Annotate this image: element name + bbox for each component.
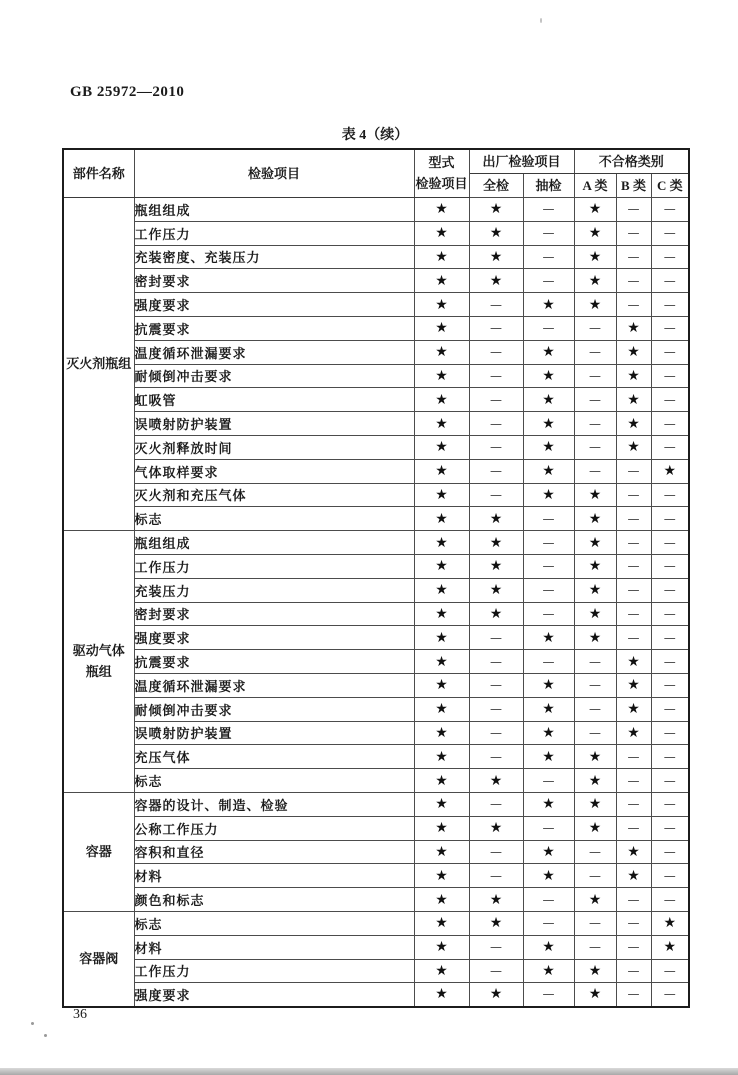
header-factory-inspection: 出厂检验项目 — [469, 149, 574, 174]
table-row — [63, 293, 689, 317]
dash-mark: — — [574, 459, 616, 483]
dash-mark: — — [469, 412, 523, 436]
table-row — [63, 697, 689, 721]
inspection-item-cell: 虹吸管 — [134, 388, 414, 412]
dash-mark: — — [574, 935, 616, 959]
table-row — [63, 840, 689, 864]
table-row — [63, 198, 689, 222]
star-mark: ★ — [469, 507, 523, 531]
dash-mark: — — [616, 507, 651, 531]
table-row — [63, 816, 689, 840]
dash-mark: — — [651, 959, 689, 983]
scan-artifact-dot — [31, 1022, 34, 1025]
star-mark: ★ — [651, 911, 689, 935]
star-mark: ★ — [414, 269, 469, 293]
star-mark: ★ — [616, 721, 651, 745]
dash-mark: — — [523, 507, 574, 531]
inspection-item-cell: 密封要求 — [134, 269, 414, 293]
table-row — [63, 792, 689, 816]
inspection-item-cell: 强度要求 — [134, 626, 414, 650]
dash-mark: — — [469, 650, 523, 674]
star-mark: ★ — [574, 769, 616, 793]
star-mark: ★ — [414, 959, 469, 983]
dash-mark: — — [651, 626, 689, 650]
header-class-a: A 类 — [574, 174, 616, 198]
star-mark: ★ — [616, 864, 651, 888]
star-mark: ★ — [469, 911, 523, 935]
dash-mark: — — [616, 626, 651, 650]
star-mark: ★ — [414, 888, 469, 912]
star-mark: ★ — [414, 935, 469, 959]
table-row — [63, 554, 689, 578]
star-mark: ★ — [523, 626, 574, 650]
dash-mark: — — [616, 959, 651, 983]
table-row — [63, 888, 689, 912]
table-row — [63, 388, 689, 412]
inspection-item-cell: 标志 — [134, 507, 414, 531]
star-mark: ★ — [523, 459, 574, 483]
star-mark: ★ — [574, 531, 616, 555]
table-row — [63, 578, 689, 602]
star-mark: ★ — [523, 388, 574, 412]
inspection-item-cell: 公称工作压力 — [134, 816, 414, 840]
dash-mark: — — [469, 840, 523, 864]
component-name-cell: 容器阀 — [63, 911, 134, 1006]
dash-mark: — — [616, 554, 651, 578]
inspection-item-cell: 耐倾倒冲击要求 — [134, 697, 414, 721]
star-mark: ★ — [574, 626, 616, 650]
dash-mark: — — [574, 697, 616, 721]
star-mark: ★ — [616, 673, 651, 697]
dash-mark: — — [574, 911, 616, 935]
dash-mark: — — [574, 435, 616, 459]
inspection-item-cell: 工作压力 — [134, 554, 414, 578]
scan-artifact-dot — [540, 18, 542, 23]
dash-mark: — — [616, 221, 651, 245]
star-mark: ★ — [414, 697, 469, 721]
inspection-item-cell: 灭火剂释放时间 — [134, 435, 414, 459]
dash-mark: — — [651, 531, 689, 555]
inspection-item-cell: 充装压力 — [134, 578, 414, 602]
star-mark: ★ — [414, 911, 469, 935]
dash-mark: — — [616, 911, 651, 935]
star-mark: ★ — [414, 483, 469, 507]
table-row — [63, 316, 689, 340]
dash-mark: — — [523, 983, 574, 1007]
star-mark: ★ — [574, 578, 616, 602]
dash-mark: — — [651, 198, 689, 222]
star-mark: ★ — [414, 602, 469, 626]
inspection-item-cell: 强度要求 — [134, 983, 414, 1007]
scan-artifact-dot — [44, 1034, 47, 1037]
component-name-cell: 容器 — [63, 792, 134, 911]
header-component: 部件名称 — [63, 149, 134, 198]
star-mark: ★ — [469, 198, 523, 222]
dash-mark: — — [574, 340, 616, 364]
dash-mark: — — [469, 388, 523, 412]
inspection-item-cell: 灭火剂和充压气体 — [134, 483, 414, 507]
dash-mark: — — [651, 316, 689, 340]
dash-mark: — — [469, 340, 523, 364]
star-mark: ★ — [523, 959, 574, 983]
dash-mark: — — [469, 293, 523, 317]
star-mark: ★ — [469, 888, 523, 912]
dash-mark: — — [616, 769, 651, 793]
star-mark: ★ — [414, 983, 469, 1007]
table-row — [63, 364, 689, 388]
dash-mark: — — [651, 435, 689, 459]
inspection-item-cell: 气体取样要求 — [134, 459, 414, 483]
star-mark: ★ — [523, 435, 574, 459]
inspection-item-cell: 密封要求 — [134, 602, 414, 626]
dash-mark: — — [616, 578, 651, 602]
star-mark: ★ — [469, 221, 523, 245]
header-type-inspection-line2: 检验项目 — [415, 175, 468, 191]
header-type-inspection-line1: 型式 — [428, 155, 455, 171]
header-row-1 — [63, 149, 689, 174]
header-sampling-check: 抽检 — [523, 174, 574, 198]
dash-mark: — — [651, 269, 689, 293]
dash-mark: — — [616, 745, 651, 769]
star-mark: ★ — [574, 888, 616, 912]
inspection-item-cell: 温度循环泄漏要求 — [134, 340, 414, 364]
star-mark: ★ — [469, 531, 523, 555]
dash-mark: — — [469, 745, 523, 769]
table-row — [63, 269, 689, 293]
header-inspection-item: 检验项目 — [134, 149, 414, 198]
table-title: 表 4（续） — [341, 128, 409, 143]
table-row — [63, 959, 689, 983]
standard-number: GB 25972—2010 — [70, 84, 185, 100]
star-mark: ★ — [574, 602, 616, 626]
table-row — [63, 769, 689, 793]
dash-mark: — — [651, 650, 689, 674]
dash-mark: — — [616, 792, 651, 816]
star-mark: ★ — [414, 721, 469, 745]
star-mark: ★ — [574, 483, 616, 507]
component-name-cell: 灭火剂瓶组 — [63, 198, 134, 531]
star-mark: ★ — [414, 673, 469, 697]
dash-mark: — — [651, 483, 689, 507]
scan-edge-bar — [0, 1068, 738, 1075]
star-mark: ★ — [469, 269, 523, 293]
dash-mark: — — [651, 340, 689, 364]
star-mark: ★ — [574, 198, 616, 222]
star-mark: ★ — [523, 293, 574, 317]
dash-mark: — — [651, 983, 689, 1007]
dash-mark: — — [651, 745, 689, 769]
header-type-inspection — [414, 149, 469, 198]
dash-mark: — — [616, 935, 651, 959]
table-row — [63, 340, 689, 364]
star-mark: ★ — [414, 435, 469, 459]
table-row — [63, 745, 689, 769]
star-mark: ★ — [414, 554, 469, 578]
star-mark: ★ — [469, 554, 523, 578]
star-mark: ★ — [651, 459, 689, 483]
dash-mark: — — [469, 959, 523, 983]
star-mark: ★ — [469, 983, 523, 1007]
dash-mark: — — [523, 198, 574, 222]
inspection-item-cell: 抗震要求 — [134, 316, 414, 340]
inspection-item-cell: 温度循环泄漏要求 — [134, 673, 414, 697]
header-full-check: 全检 — [469, 174, 523, 198]
dash-mark: — — [616, 531, 651, 555]
star-mark: ★ — [616, 364, 651, 388]
star-mark: ★ — [523, 935, 574, 959]
dash-mark: — — [469, 697, 523, 721]
dash-mark: — — [651, 388, 689, 412]
star-mark: ★ — [414, 626, 469, 650]
dash-mark: — — [616, 602, 651, 626]
table-row — [63, 531, 689, 555]
star-mark: ★ — [574, 507, 616, 531]
star-mark: ★ — [574, 745, 616, 769]
dash-mark: — — [523, 554, 574, 578]
dash-mark: — — [651, 602, 689, 626]
star-mark: ★ — [616, 697, 651, 721]
star-mark: ★ — [616, 340, 651, 364]
star-mark: ★ — [414, 816, 469, 840]
inspection-item-cell: 瓶组组成 — [134, 531, 414, 555]
inspection-item-cell: 材料 — [134, 864, 414, 888]
dash-mark: — — [616, 198, 651, 222]
page-number: 36 — [73, 1007, 87, 1022]
star-mark: ★ — [469, 769, 523, 793]
dash-mark: — — [651, 507, 689, 531]
table-row — [63, 935, 689, 959]
dash-mark: — — [523, 911, 574, 935]
dash-mark: — — [469, 364, 523, 388]
dash-mark: — — [469, 316, 523, 340]
star-mark: ★ — [574, 792, 616, 816]
star-mark: ★ — [469, 816, 523, 840]
star-mark: ★ — [616, 435, 651, 459]
inspection-item-cell: 强度要求 — [134, 293, 414, 317]
dash-mark: — — [651, 769, 689, 793]
dash-mark: — — [469, 673, 523, 697]
table-row — [63, 911, 689, 935]
inspection-item-cell: 容器的设计、制造、检验 — [134, 792, 414, 816]
dash-mark: — — [651, 816, 689, 840]
dash-mark: — — [523, 578, 574, 602]
star-mark: ★ — [616, 316, 651, 340]
dash-mark: — — [469, 626, 523, 650]
star-mark: ★ — [574, 816, 616, 840]
dash-mark: — — [616, 816, 651, 840]
inspection-item-cell: 误喷射防护装置 — [134, 721, 414, 745]
star-mark: ★ — [414, 293, 469, 317]
star-mark: ★ — [523, 697, 574, 721]
dash-mark: — — [574, 364, 616, 388]
dash-mark: — — [651, 888, 689, 912]
inspection-table — [62, 148, 690, 1008]
star-mark: ★ — [523, 673, 574, 697]
dash-mark: — — [616, 293, 651, 317]
star-mark: ★ — [414, 792, 469, 816]
dash-mark: — — [574, 412, 616, 436]
dash-mark: — — [574, 721, 616, 745]
dash-mark: — — [651, 840, 689, 864]
dash-mark: — — [469, 864, 523, 888]
dash-mark: — — [469, 721, 523, 745]
star-mark: ★ — [523, 745, 574, 769]
star-mark: ★ — [523, 340, 574, 364]
dash-mark: — — [523, 650, 574, 674]
table-row — [63, 507, 689, 531]
star-mark: ★ — [469, 578, 523, 602]
star-mark: ★ — [616, 412, 651, 436]
dash-mark: — — [523, 269, 574, 293]
dash-mark: — — [651, 697, 689, 721]
star-mark: ★ — [574, 554, 616, 578]
dash-mark: — — [523, 221, 574, 245]
dash-mark: — — [651, 364, 689, 388]
inspection-item-cell: 标志 — [134, 769, 414, 793]
dash-mark: — — [469, 792, 523, 816]
table-row — [63, 435, 689, 459]
inspection-item-cell: 充压气体 — [134, 745, 414, 769]
inspection-item-cell: 抗震要求 — [134, 650, 414, 674]
dash-mark: — — [616, 888, 651, 912]
star-mark: ★ — [414, 578, 469, 602]
table-row — [63, 459, 689, 483]
star-mark: ★ — [523, 412, 574, 436]
star-mark: ★ — [469, 602, 523, 626]
table-row — [63, 602, 689, 626]
dash-mark: — — [523, 531, 574, 555]
dash-mark: — — [616, 483, 651, 507]
table-row — [63, 983, 689, 1007]
star-mark: ★ — [523, 721, 574, 745]
star-mark: ★ — [414, 769, 469, 793]
star-mark: ★ — [574, 293, 616, 317]
dash-mark: — — [651, 245, 689, 269]
dash-mark: — — [651, 293, 689, 317]
header-class-b: B 类 — [616, 174, 651, 198]
star-mark: ★ — [616, 650, 651, 674]
dash-mark: — — [523, 888, 574, 912]
dash-mark: — — [523, 316, 574, 340]
header-nonconforming-category: 不合格类别 — [574, 149, 689, 174]
star-mark: ★ — [414, 459, 469, 483]
star-mark: ★ — [414, 340, 469, 364]
table-row — [63, 650, 689, 674]
star-mark: ★ — [414, 745, 469, 769]
inspection-item-cell: 标志 — [134, 911, 414, 935]
star-mark: ★ — [523, 792, 574, 816]
star-mark: ★ — [574, 221, 616, 245]
dash-mark: — — [469, 935, 523, 959]
table-row — [63, 412, 689, 436]
dash-mark: — — [469, 459, 523, 483]
dash-mark: — — [651, 864, 689, 888]
star-mark: ★ — [574, 269, 616, 293]
dash-mark: — — [651, 673, 689, 697]
star-mark: ★ — [414, 316, 469, 340]
component-name-cell: 驱动气体 瓶组 — [63, 531, 134, 793]
table-row — [63, 483, 689, 507]
dash-mark: — — [523, 602, 574, 626]
star-mark: ★ — [523, 364, 574, 388]
inspection-item-cell: 容积和直径 — [134, 840, 414, 864]
dash-mark: — — [651, 554, 689, 578]
table-row — [63, 721, 689, 745]
inspection-item-cell: 耐倾倒冲击要求 — [134, 364, 414, 388]
inspection-item-cell: 工作压力 — [134, 959, 414, 983]
star-mark: ★ — [414, 840, 469, 864]
star-mark: ★ — [414, 388, 469, 412]
table-row — [63, 864, 689, 888]
table-body — [63, 198, 689, 1007]
dash-mark: — — [523, 245, 574, 269]
header-class-c: C 类 — [651, 174, 689, 198]
dash-mark: — — [574, 864, 616, 888]
inspection-item-cell: 误喷射防护装置 — [134, 412, 414, 436]
dash-mark: — — [651, 578, 689, 602]
dash-mark: — — [616, 245, 651, 269]
star-mark: ★ — [523, 864, 574, 888]
dash-mark: — — [616, 459, 651, 483]
dash-mark: — — [523, 769, 574, 793]
star-mark: ★ — [523, 483, 574, 507]
dash-mark: — — [616, 983, 651, 1007]
dash-mark: — — [574, 316, 616, 340]
dash-mark: — — [651, 221, 689, 245]
dash-mark: — — [574, 840, 616, 864]
dash-mark: — — [523, 816, 574, 840]
star-mark: ★ — [523, 840, 574, 864]
star-mark: ★ — [414, 864, 469, 888]
star-mark: ★ — [574, 245, 616, 269]
table-row — [63, 673, 689, 697]
inspection-item-cell: 工作压力 — [134, 221, 414, 245]
inspection-item-cell: 材料 — [134, 935, 414, 959]
table-row — [63, 626, 689, 650]
inspection-item-cell: 颜色和标志 — [134, 888, 414, 912]
dash-mark: — — [574, 650, 616, 674]
inspection-item-cell: 瓶组组成 — [134, 198, 414, 222]
star-mark: ★ — [414, 507, 469, 531]
star-mark: ★ — [414, 221, 469, 245]
star-mark: ★ — [616, 840, 651, 864]
dash-mark: — — [574, 388, 616, 412]
star-mark: ★ — [414, 198, 469, 222]
star-mark: ★ — [414, 531, 469, 555]
dash-mark: — — [574, 673, 616, 697]
table-row — [63, 221, 689, 245]
star-mark: ★ — [574, 959, 616, 983]
star-mark: ★ — [574, 983, 616, 1007]
star-mark: ★ — [414, 412, 469, 436]
dash-mark: — — [651, 412, 689, 436]
star-mark: ★ — [469, 245, 523, 269]
star-mark: ★ — [414, 364, 469, 388]
star-mark: ★ — [651, 935, 689, 959]
inspection-item-cell: 充装密度、充装压力 — [134, 245, 414, 269]
dash-mark: — — [469, 435, 523, 459]
table-row — [63, 245, 689, 269]
dash-mark: — — [469, 483, 523, 507]
dash-mark: — — [651, 721, 689, 745]
dash-mark: — — [616, 269, 651, 293]
star-mark: ★ — [616, 388, 651, 412]
dash-mark: — — [651, 792, 689, 816]
star-mark: ★ — [414, 245, 469, 269]
star-mark: ★ — [414, 650, 469, 674]
